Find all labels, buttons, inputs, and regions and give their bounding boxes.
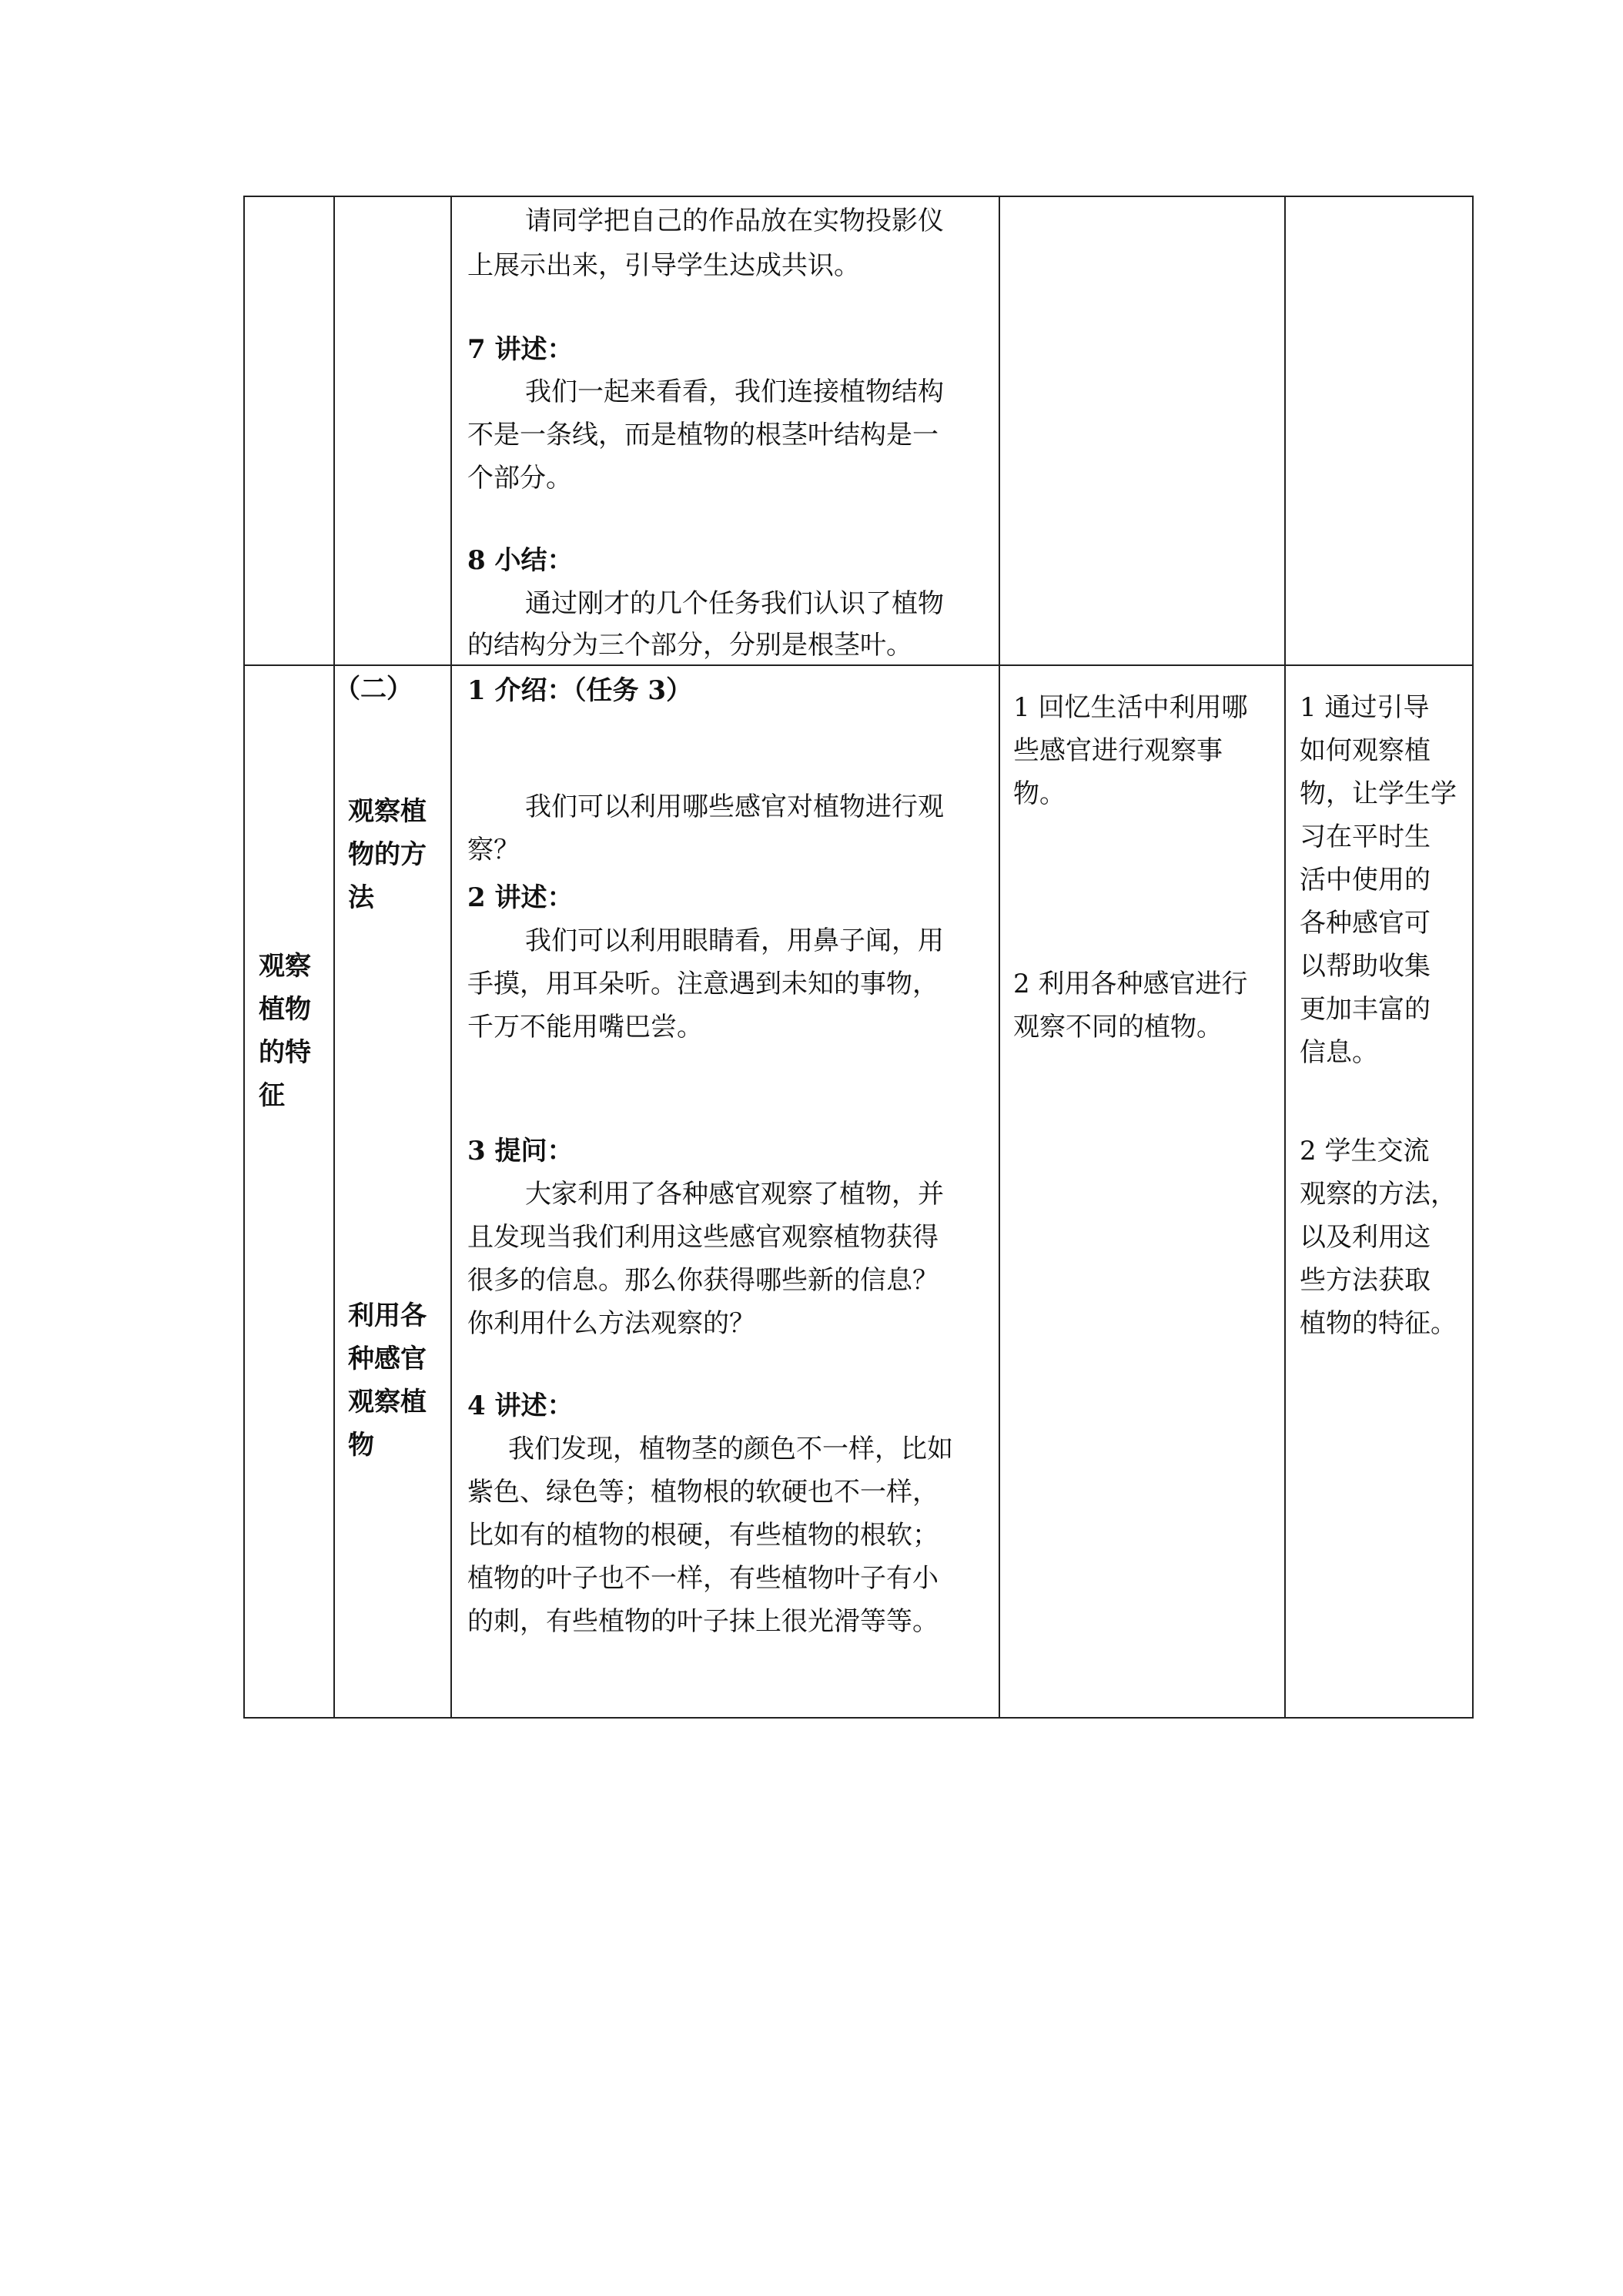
purpose-2-line5: 植物的特征。: [1300, 1308, 1457, 1339]
content-p4-line1: 我们发现，植物茎的颜色不一样，比如: [508, 1434, 953, 1464]
top-p7-line2: 不是一条线，而是植物的根茎叶结构是一: [467, 420, 939, 450]
purpose-2-line1: 2 学生交流: [1300, 1136, 1430, 1166]
purpose-1-line1: 1 通过引导: [1300, 692, 1430, 723]
purpose-1-line8: 更加丰富的: [1300, 994, 1431, 1025]
content-heading-2: 2 讲述：: [467, 882, 574, 913]
content-p2-line3: 千万不能用嘴巴尝。: [467, 1012, 703, 1043]
content-p1-line1: 我们可以利用哪些感官对植物进行观: [525, 792, 944, 822]
table-col-line-6: [1472, 196, 1474, 1719]
content-p3-line1: 大家利用了各种感官观察了植物，并: [525, 1179, 944, 1210]
sub-step-1-line1: 观察植: [348, 796, 427, 827]
content-heading-3: 3 提问：: [467, 1136, 574, 1166]
sub-step-2-line3: 观察植: [348, 1387, 427, 1417]
section-title-line3: 的特: [259, 1037, 311, 1068]
student-activity-1-line1: 1 回忆生活中利用哪: [1013, 692, 1248, 723]
top-p7-line3: 个部分。: [467, 463, 572, 494]
table-col-line-4: [999, 196, 1000, 1719]
purpose-1-line2: 如何观察植: [1300, 735, 1431, 766]
purpose-1-line6: 各种感官可: [1300, 908, 1431, 939]
table-top-border: [243, 196, 1473, 197]
sub-step-2-line4: 物: [348, 1430, 374, 1461]
table-col-line-3: [450, 196, 452, 1719]
content-p3-line2: 且发现当我们利用这些感官观察植物获得: [467, 1222, 939, 1253]
student-activity-2-line1: 2 利用各种感官进行: [1013, 969, 1248, 999]
sub-step-1-line3: 法: [348, 882, 374, 913]
student-activity-2-line2: 观察不同的植物。: [1013, 1012, 1223, 1043]
content-p1-line2: 察？: [467, 835, 520, 865]
top-p1-line1: 请同学把自己的作品放在实物投影仪: [525, 206, 944, 236]
content-p4-line5: 的刺，有些植物的叶子抹上很光滑等等。: [467, 1606, 939, 1637]
content-p4-line3: 比如有的植物的根硬，有些植物的根软；: [467, 1520, 939, 1551]
content-heading-1: 1 介绍：（任务 3）: [467, 675, 692, 706]
table-col-line-2: [333, 196, 335, 1719]
student-activity-1-line2: 些感官进行观察事: [1013, 735, 1223, 766]
purpose-2-line4: 些方法获取: [1300, 1265, 1431, 1296]
top-p7-line1: 我们一起来看看，我们连接植物结构: [525, 377, 944, 407]
content-p4-line2: 紫色、绿色等；植物根的软硬也不一样，: [467, 1477, 939, 1508]
content-p3-line3: 很多的信息。那么你获得哪些新的信息？: [467, 1265, 939, 1296]
table-bottom-border: [243, 1717, 1473, 1719]
sub-step-label: （二）: [334, 674, 413, 705]
section-title-line4: 征: [259, 1080, 285, 1111]
purpose-2-line2: 观察的方法，: [1300, 1179, 1457, 1210]
table-col-line-1: [243, 196, 245, 1719]
section-title-line2: 植物: [259, 994, 311, 1025]
content-p3-line4: 你利用什么方法观察的？: [467, 1308, 755, 1339]
purpose-1-line3: 物，让学生学: [1300, 778, 1457, 809]
content-p2-line2: 手摸，用耳朵听。注意遇到未知的事物，: [467, 969, 939, 999]
purpose-2-line3: 以及利用这: [1300, 1222, 1431, 1253]
sub-step-2-line2: 种感官: [348, 1344, 427, 1374]
top-heading-7: 7 讲述：: [467, 334, 574, 365]
top-heading-8: 8 小结：: [467, 545, 574, 576]
content-p2-line1: 我们可以利用眼睛看，用鼻子闻，用: [525, 925, 944, 956]
purpose-1-line5: 活中使用的: [1300, 865, 1431, 895]
sub-step-1-line2: 物的方: [348, 839, 427, 870]
top-p8-line1: 通过刚才的几个任务我们认识了植物: [525, 588, 944, 619]
content-p4-line4: 植物的叶子也不一样，有些植物叶子有小: [467, 1563, 939, 1594]
purpose-1-line9: 信息。: [1300, 1037, 1378, 1068]
purpose-1-line7: 以帮助收集: [1300, 951, 1431, 982]
top-p8-line2: 的结构分为三个部分，分别是根茎叶。: [467, 630, 912, 661]
student-activity-1-line3: 物。: [1013, 778, 1066, 809]
sub-step-2-line1: 利用各: [348, 1300, 427, 1331]
purpose-1-line4: 习在平时生: [1300, 822, 1431, 852]
section-title-line1: 观察: [259, 951, 311, 982]
table-col-line-5: [1284, 196, 1286, 1719]
content-heading-4: 4 讲述：: [467, 1391, 574, 1421]
top-p1-line2: 上展示出来，引导学生达成共识。: [467, 250, 860, 281]
